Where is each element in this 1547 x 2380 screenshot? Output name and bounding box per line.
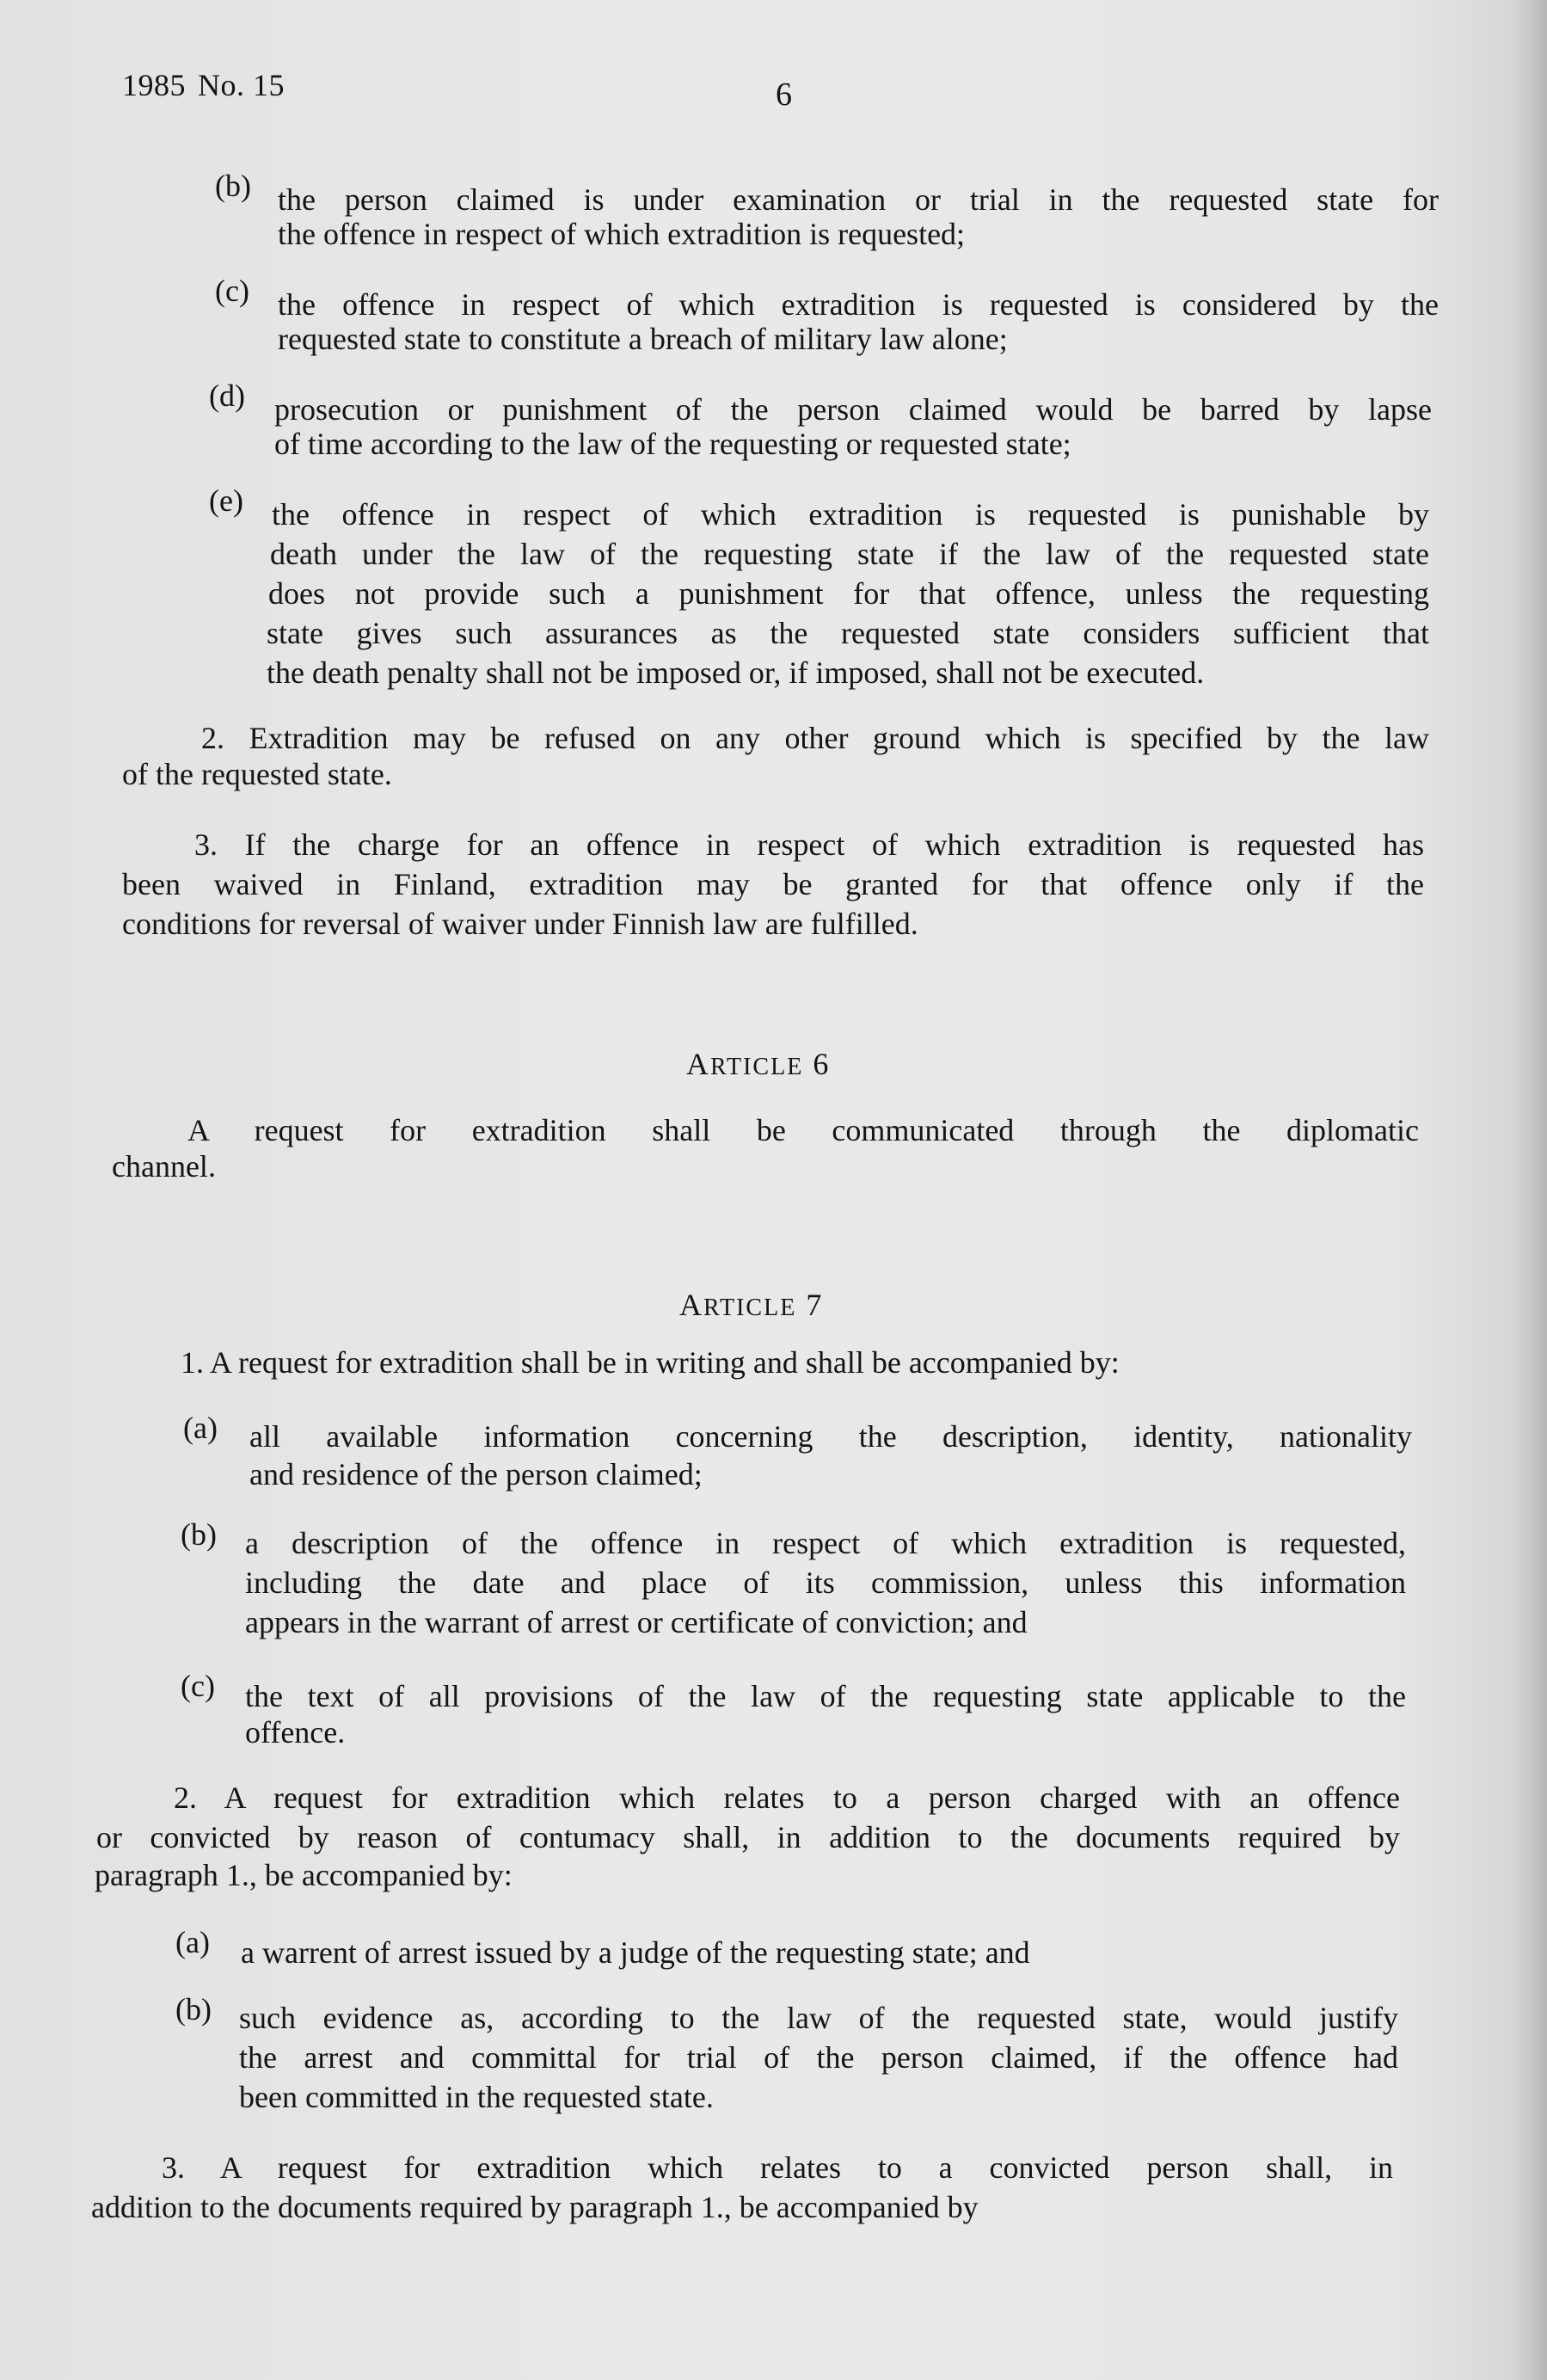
header-number: No. 15 xyxy=(198,68,285,102)
item-e-line-1: the offence in respect of which extradition is requested is punishable by xyxy=(272,497,1429,532)
item-label-d: (d) xyxy=(209,378,245,413)
article-6-line-2: channel. xyxy=(112,1149,216,1184)
item-c-line-1: the offence in respect of which extradition is requested is considered by the xyxy=(278,287,1439,322)
a7-item-b-line-1: a description of the offence in respect of which extradition is requested, xyxy=(245,1526,1406,1560)
item-label-e: (e) xyxy=(209,483,243,518)
item-e-line-3: does not provide such a punishment for that offence, unless the requesting xyxy=(268,576,1429,611)
a7-p2-item-b-line-2: the arrest and committal for trial of the person claimed, if the offence had xyxy=(239,2040,1398,2075)
item-c-line-2: requested state to constitute a breach of military law alone; xyxy=(278,322,1008,356)
article-7-para-2-line-2: or convicted by reason of contumacy shall, in addition to the documents required by xyxy=(96,1820,1400,1854)
para-3-line-3: conditions for reversal of waiver under Finnish law are fulfilled. xyxy=(122,907,918,941)
article-7-heading: ARTICLE 7 xyxy=(679,1288,824,1322)
para-2-line-1: 2. Extradition may be refused on any other ground which is specified by the law xyxy=(201,721,1429,755)
item-label-c: (c) xyxy=(215,274,249,308)
header-year: 1985 xyxy=(122,68,186,102)
a7-item-c-line-1: the text of all provisions of the law of the requesting state applicable to the xyxy=(245,1679,1406,1713)
a7-p2-item-b-line-1: such evidence as, according to the law of the requested state, would justify xyxy=(239,2001,1398,2035)
a7-p2-item-label-b: (b) xyxy=(175,1992,212,2026)
item-d-line-2: of time according to the law of the requesting or requested state; xyxy=(274,427,1071,461)
item-e-line-4: state gives such assurances as the requested state considers sufficient that xyxy=(267,616,1429,650)
page-spine-shadow xyxy=(1513,0,1547,2380)
article-7-para-3-line-2: addition to the documents required by paragraph 1., be accompanied by xyxy=(91,2190,979,2224)
article-7-para-1: 1. A request for extradition shall be in writing and shall be accompanied by: xyxy=(181,1345,1120,1380)
a7-item-a-line-2: and residence of the person claimed; xyxy=(249,1457,703,1491)
a7-p2-item-b-line-3: been committed in the requested state. xyxy=(239,2080,714,2114)
article-6-heading: ARTICLE 6 xyxy=(686,1047,831,1081)
running-header xyxy=(122,67,285,103)
a7-item-b-line-3: appears in the warrant of arrest or certificate of conviction; and xyxy=(245,1605,1028,1639)
item-e-line-2: death under the law of the requesting state if the law of the requested state xyxy=(270,537,1429,571)
a7-item-label-b: (b) xyxy=(181,1517,217,1552)
a7-item-label-a: (a) xyxy=(183,1411,218,1445)
a7-item-a-line-1: all available information concerning the description, identity, nationality xyxy=(249,1419,1412,1454)
a7-item-c-line-2: offence. xyxy=(245,1715,346,1750)
para-3-line-1: 3. If the charge for an offence in respect of which extradition is requested has xyxy=(194,827,1424,862)
para-3-line-2: been waived in Finland, extradition may be granted for that offence only if the xyxy=(122,867,1424,901)
a7-p2-item-a-line: a warrent of arrest issued by a judge of the requesting state; and xyxy=(241,1935,1030,1970)
page-number: 6 xyxy=(776,77,792,113)
a7-p2-item-label-a: (a) xyxy=(175,1925,210,1959)
item-label-b: (b) xyxy=(215,169,251,203)
item-b-line-2: the offence in respect of which extradition is requested; xyxy=(278,217,966,251)
item-b-line-1: the person claimed is under examination or trial in the requested state for xyxy=(278,182,1439,217)
article-6-line-1: A request for extradition shall be communicated through the diplomatic xyxy=(187,1113,1419,1147)
article-7-para-2-line-1: 2. A request for extradition which relates to a person charged with an offence xyxy=(174,1780,1400,1815)
a7-item-b-line-2: including the date and place of its commission, unless this information xyxy=(245,1565,1406,1600)
item-d-line-1: prosecution or punishment of the person claimed would be barred by lapse xyxy=(274,392,1432,427)
article-7-para-3-line-1: 3. A request for extradition which relates to a convicted person shall, in xyxy=(162,2150,1393,2185)
para-2-line-2: of the requested state. xyxy=(122,757,392,791)
a7-item-label-c: (c) xyxy=(181,1669,215,1703)
article-7-para-2-line-3: paragraph 1., be accompanied by: xyxy=(95,1858,513,1892)
item-e-line-5: the death penalty shall not be imposed or, if imposed, shall not be executed. xyxy=(267,655,1205,690)
